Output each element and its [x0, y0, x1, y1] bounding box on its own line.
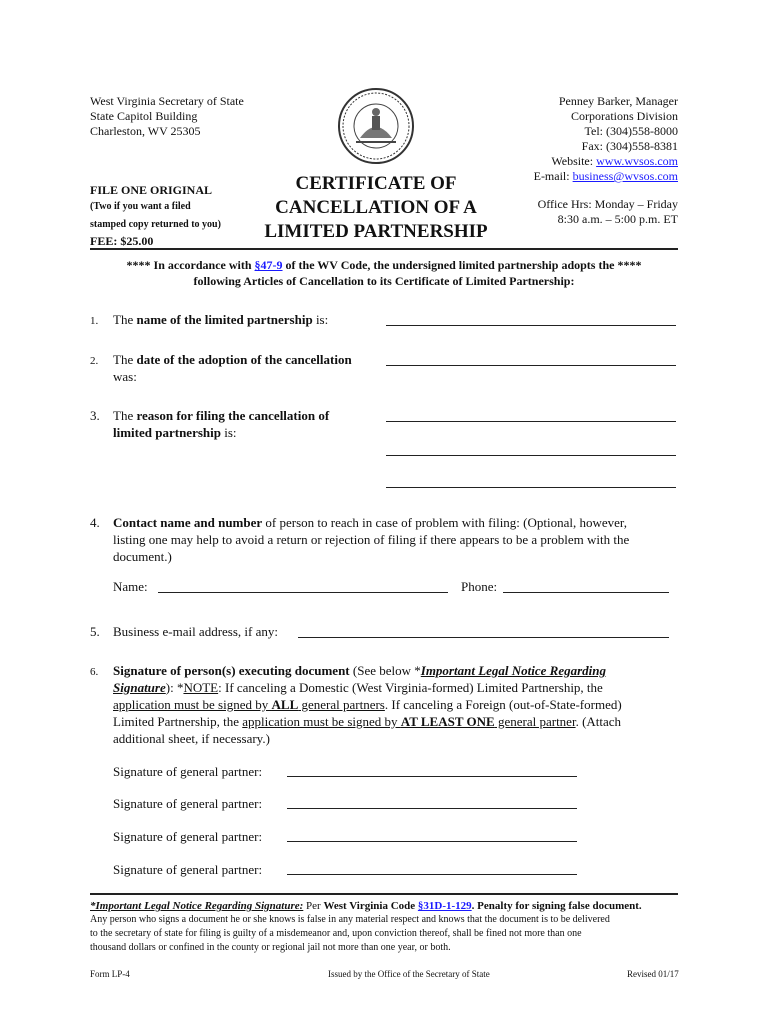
adoption-date-field[interactable] — [386, 365, 676, 366]
issued-by: Issued by the Office of the Secretary of State — [328, 969, 490, 979]
item-number: 4. — [90, 515, 100, 530]
item-4-text: Contact name and number of person to reach in case of problem with filing: (Optional, however, listing one may help to avoid a return or rejection of filing if there appears to be a problem with the document.) — [113, 515, 630, 564]
business-email-label: Business e-mail address, if any: — [113, 624, 278, 639]
signature-label: Signature of general partner: — [113, 829, 263, 844]
signature-field-3[interactable] — [287, 841, 577, 842]
signature-label: Signature of general partner: — [113, 796, 263, 811]
copy-note: (Two if you want a filed — [90, 201, 191, 212]
contact-phone-field[interactable] — [503, 592, 669, 593]
reason-field-line-3[interactable] — [386, 487, 676, 488]
item-number: 1. — [90, 315, 99, 327]
contact-line: Fax: (304)558-8381 — [581, 139, 678, 153]
signature-field-2[interactable] — [287, 808, 577, 809]
item-6-text: Signature of person(s) executing document (See below *Important Legal Notice Regarding Signature): *NOTE: If canceling a Domestic (West Virginia-formed) Limited Partnership, the application must be signed by ALL general partners. If canceling a Foreign (out-of-State-formed) Limited Partnership, the application must be signed by AT LEAST ONE general partner. (Attach additional sheet, if necessary.) — [113, 663, 622, 746]
address-line: Charleston, WV 25305 — [90, 124, 201, 138]
legal-notice: *Important Legal Notice Regarding Signature: Per West Virginia Code §31D-1-129. Penalty for signing false document. Any person who signs a document he or she knows is false in any material respect and knows that the document is to be delivered to the secretary of state for filing is guilty of a misdemeanor and, upon conviction thereof, shall be fined not more than one thousand dollars or confined in the county or regional jail not more than one year, or both. — [90, 900, 642, 953]
partnership-name-field[interactable] — [386, 325, 676, 326]
item-number: 6. — [90, 666, 99, 678]
signature-field-4[interactable] — [287, 874, 577, 875]
code-link[interactable]: §31D-1-129 — [417, 900, 472, 912]
reason-field-line-2[interactable] — [386, 455, 676, 456]
item-number: 3. — [90, 408, 100, 423]
contact-name-field[interactable] — [158, 592, 448, 593]
signature-label: Signature of general partner: — [113, 764, 263, 779]
office-hours: 8:30 a.m. – 5:00 p.m. ET — [557, 212, 678, 226]
signature-field-1[interactable] — [287, 776, 577, 777]
contact-line: Tel: (304)558-8000 — [584, 124, 678, 138]
intro-statement: **** In accordance with §47-9 of the WV Code, the undersigned limited partnership adopts the **** following Articles of Cancellation to its Certificate of Limited Partnership: — [126, 258, 642, 288]
email-line: E-mail: business@wvsos.com — [533, 169, 678, 183]
address-line: West Virginia Secretary of State — [90, 94, 244, 108]
contact-line: Corporations Division — [571, 109, 678, 123]
form-number: Form LP-4 — [90, 969, 130, 979]
copy-note: stamped copy returned to you) — [90, 219, 221, 230]
business-email-field[interactable] — [298, 637, 669, 638]
state-seal-icon — [336, 86, 416, 166]
signature-label: Signature of general partner: — [113, 862, 263, 877]
fee: FEE: $25.00 — [90, 234, 154, 248]
revision-date: Revised 01/17 — [627, 969, 679, 979]
reason-field-line-1[interactable] — [386, 421, 676, 422]
contact-line: Penney Barker, Manager — [558, 94, 678, 108]
item-3-label: The reason for filing the cancellation of limited partnership is: — [113, 408, 330, 440]
phone-label: Phone: — [461, 579, 498, 594]
legal-notice-title: *Important Legal Notice Regarding Signature: — [90, 900, 304, 912]
item-1-label: The name of the limited partnership is: — [113, 312, 329, 327]
email-link[interactable]: business@wvsos.com — [572, 169, 678, 183]
website-link[interactable]: www.wvsos.com — [596, 154, 678, 168]
item-2-label: The date of the adoption of the cancellation was: — [113, 352, 352, 384]
office-address — [90, 94, 244, 139]
header-divider — [90, 248, 678, 250]
item-number: 5. — [90, 624, 100, 639]
notice-divider — [90, 893, 678, 895]
website-line: Website: www.wvsos.com — [551, 154, 678, 168]
office-hours: Office Hrs: Monday – Friday — [537, 197, 678, 211]
document-title: CERTIFICATE OF CANCELLATION OF A LIMITED PARTNERSHIP — [264, 173, 488, 242]
name-label: Name: — [113, 579, 148, 594]
file-one-original: FILE ONE ORIGINAL — [90, 183, 213, 197]
filing-instructions — [90, 182, 221, 249]
address-line: State Capitol Building — [90, 109, 198, 123]
item-number: 2. — [90, 355, 99, 367]
code-link[interactable]: §47-9 — [254, 258, 283, 272]
